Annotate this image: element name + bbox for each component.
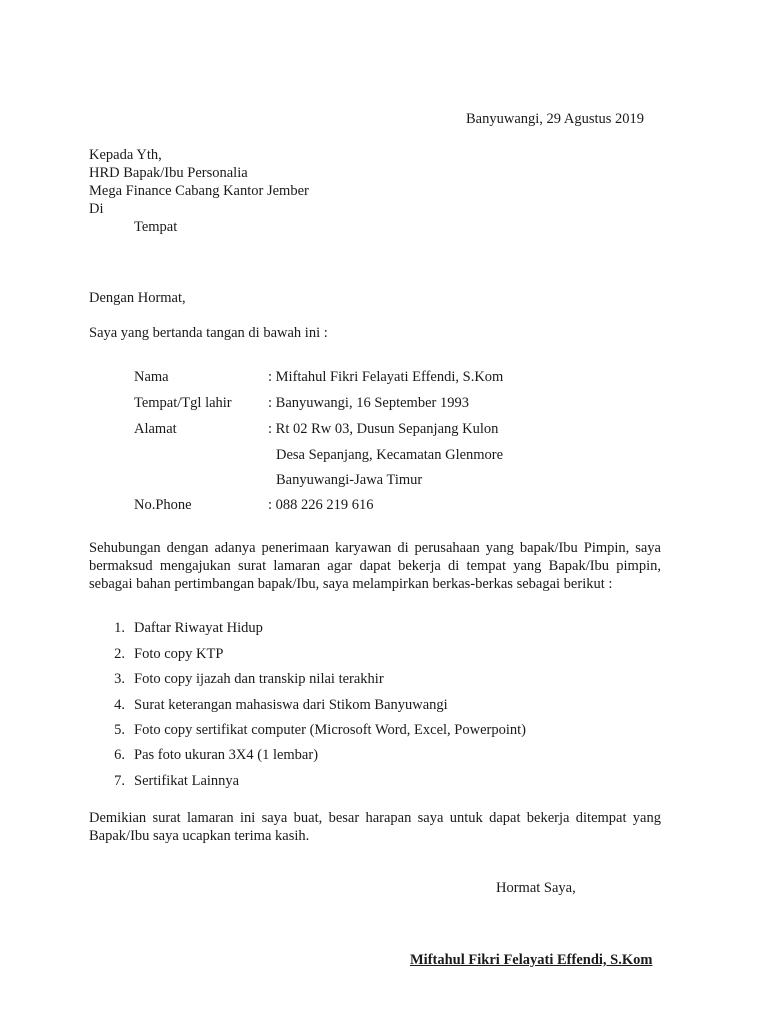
recipient-line: HRD Bapak/Ibu Personalia [89,165,248,181]
place-date: Banyuwangi, 29 Agustus 2019 [466,111,645,127]
list-text: Pas foto ukuran 3X4 (1 lembar) [134,747,319,763]
greeting: Dengan Hormat, [89,290,186,306]
list-text: Foto copy KTP [134,646,224,662]
list-number: 6. [114,747,125,763]
address-value: : Rt 02 Rw 03, Dusun Sepanjang Kulon [268,421,499,437]
recipient-line: Tempat [134,219,178,235]
list-number: 7. [114,773,125,789]
recipient-line: Kepada Yth, [89,147,162,163]
body-paragraph [89,539,661,593]
address-value: Banyuwangi-Jawa Timur [276,472,423,488]
list-text: Foto copy ijazah dan transkip nilai terakhir [134,671,384,687]
birth-label: Tempat/Tgl lahir [134,395,232,411]
address-value: Desa Sepanjang, Kecamatan Glenmore [276,447,504,463]
list-number: 5. [114,722,125,738]
intro-line: Saya yang bertanda tangan di bawah ini : [89,325,328,341]
list-number: 2. [114,646,125,662]
list-text: Sertifikat Lainnya [134,773,240,789]
list-number: 1. [114,620,125,636]
list-text: Foto copy sertifikat computer (Microsoft Word, Excel, Powerpoint) [134,722,526,738]
address-label: Alamat [134,421,177,437]
body-text: Sehubungan dengan adanya penerimaan karyawan di perusahaan yang bapak/Ibu Pimpin, saya bermaksud mengajukan surat lamaran agar dapat bekerja di tempat yang Bapak/Ibu pimpin, sebagai bahan pertimbangan bapak/Ibu, saya melampirkan berkas-berkas sebagai berikut : [89,540,661,593]
list-number: 3. [114,671,125,687]
closing-text: Demikian surat lamaran ini saya buat, besar harapan saya untuk dapat bekerja ditempat yang Bapak/Ibu saya ucapkan terima kasih. [89,810,661,845]
birth-value: : Banyuwangi, 16 September 1993 [268,395,469,411]
list-text: Surat keterangan mahasiswa dari Stikom Banyuwangi [134,697,448,713]
closing-salutation: Hormat Saya, [496,880,576,896]
list-number: 4. [114,697,125,713]
signature-name: Miftahul Fikri Felayati Effendi, S.Kom [410,952,653,968]
phone-value: : 088 226 219 616 [268,497,374,513]
phone-label: No.Phone [134,497,192,513]
closing-paragraph [89,809,661,845]
name-value: : Miftahul Fikri Felayati Effendi, S.Kom [268,369,504,385]
recipient-line: Di [89,201,104,217]
list-text: Daftar Riwayat Hidup [134,620,263,636]
recipient-line: Mega Finance Cabang Kantor Jember [89,183,309,199]
name-label: Nama [134,369,169,385]
